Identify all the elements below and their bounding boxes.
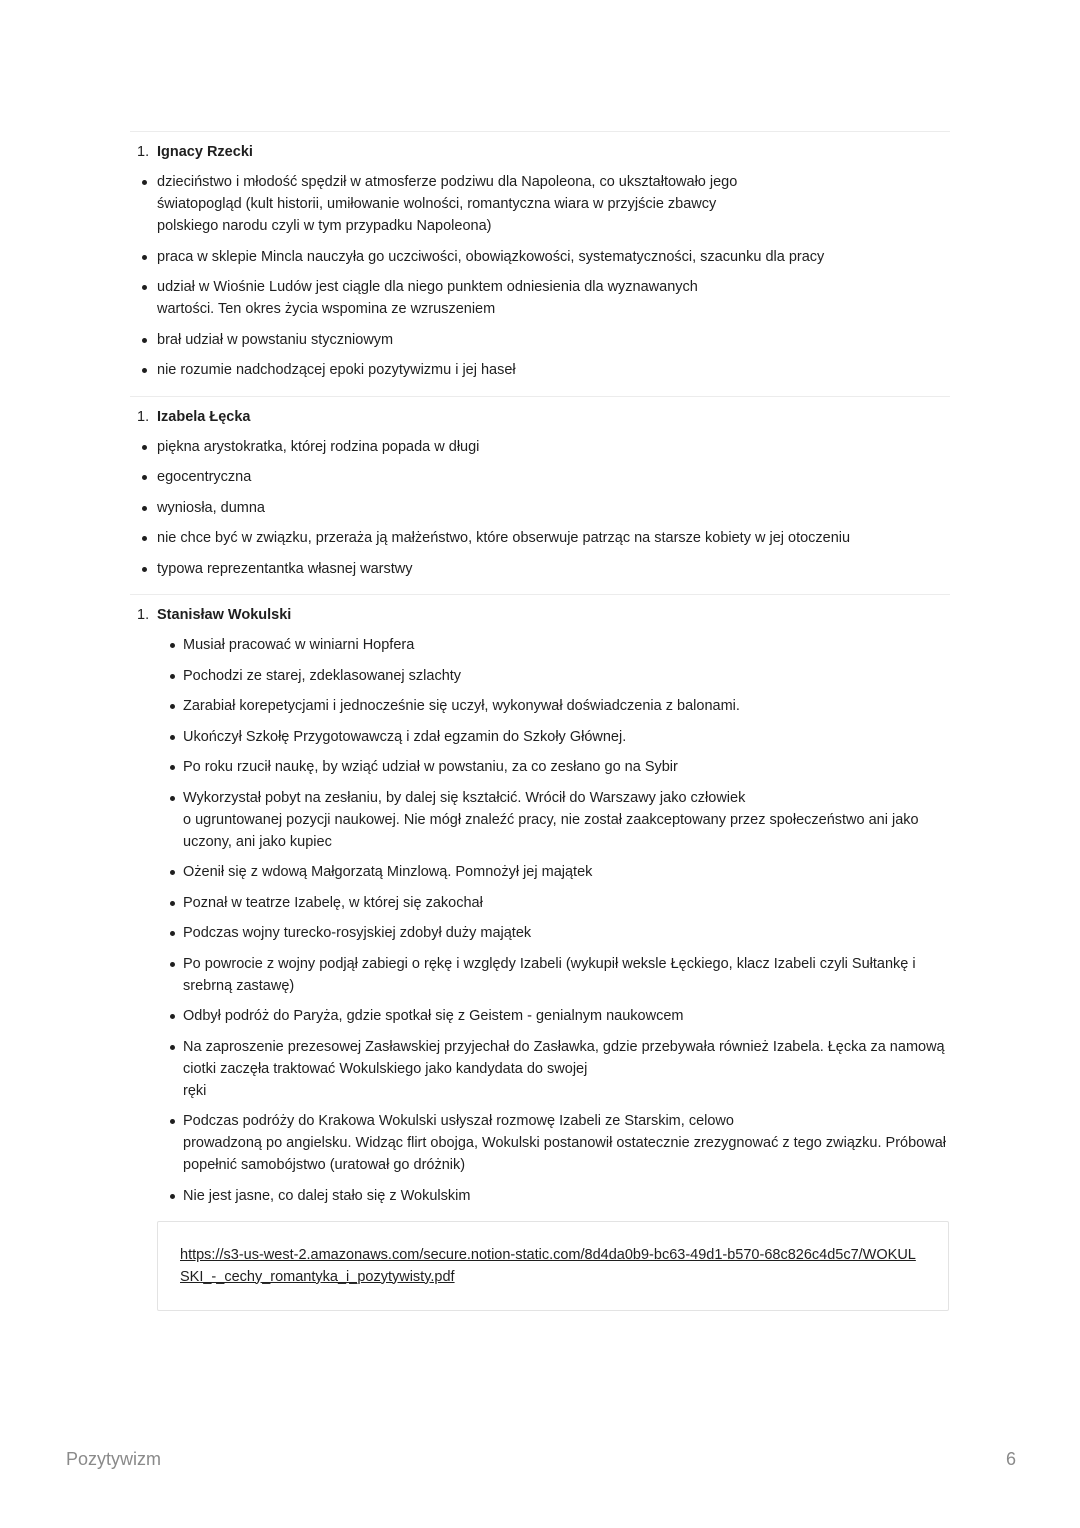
document-content: [130, 131, 950, 1317]
list-item-text: Po powrocie z wojny podjął zabiegi o rękę i względy Izabeli (wykupił weksle Łęckiego, klacz Izabeli czyli Sułtankę i: [183, 955, 916, 972]
list-item: [130, 171, 950, 237]
list-item: [130, 1185, 950, 1207]
list-item-text: Wykorzystał pobyt na zesłaniu, by dalej się kształcić. Wrócił do Warszawy jako człowiek: [183, 789, 746, 806]
list-item: [130, 497, 950, 519]
bullet-list: [130, 634, 950, 1207]
list-item-text: nie rozumie nadchodzącej epoki pozytywizmu i jej haseł: [157, 362, 516, 378]
list-item: [130, 276, 950, 320]
list-item-text: światopogląd (kult historii, umiłowanie wolności, romantyczna wiara w przyjście zbawcy: [157, 196, 717, 212]
heading-text: Izabela Łęcka: [157, 408, 251, 425]
list-item-text: Podczas podróży do Krakowa Wokulski usłyszał rozmowę Izabeli ze Starskim, celowo: [183, 1113, 734, 1129]
list-item-text: Na zaproszenie prezesowej Zasławskiej przyjechał do Zasławka, gdzie przebywała również Izabela. Łęcka za namową: [183, 1038, 945, 1055]
list-item: [130, 436, 950, 458]
footer-title: Pozytywizm: [66, 1449, 162, 1469]
list-item: [130, 922, 950, 944]
list-item-text: udział w Wiośnie Ludów jest ciągle dla niego punktem odniesienia dla wyznawanych: [157, 279, 698, 295]
list-item: [130, 1005, 950, 1027]
list-item-text: ręki: [183, 1082, 207, 1099]
list-item-text: Musiał pracować w winiarni Hopfera: [183, 637, 415, 653]
list-item-text: popełnić samobójstwo (uratował go dróżnik): [183, 1157, 466, 1173]
heading-text: Ignacy Rzecki: [157, 144, 253, 160]
list-item-text: srebrną zastawę): [183, 977, 295, 994]
page-number: 6: [1005, 1449, 1016, 1469]
list-item: [130, 246, 950, 268]
list-item: [130, 695, 950, 717]
list-item: [130, 1036, 950, 1102]
list-item-text: praca w sklepie Mincla nauczyła go uczciwości, obowiązkowości, systematyczności, szacunku dla pracy: [157, 248, 825, 265]
character-section: [130, 131, 950, 396]
list-item-text: typowa reprezentantka własnej warstwy: [157, 560, 413, 577]
list-item-text: o ugruntowanej pozycji naukowej. Nie mógł znaleźć pracy, nie został zaakceptowany przez społeczeństwo ani jako: [183, 811, 919, 828]
heading-text: Stanisław Wokulski: [157, 607, 292, 623]
list-item-text: nie chce być w związku, przeraża ją małżeństwo, które obserwuje patrząc na starsze kobiety w jej otoczeniu: [157, 530, 851, 546]
file-link-block: [157, 1221, 949, 1311]
list-number: 1.: [137, 144, 150, 160]
list-item-text: brał udział w powstaniu styczniowym: [157, 331, 394, 348]
list-item-text: wartości. Ten okres życia wspomina ze wzruszeniem: [157, 301, 496, 317]
list-item: [130, 861, 950, 883]
list-item-text: Pochodzi ze starej, zdeklasowanej szlachty: [183, 667, 462, 684]
pdf-link[interactable]: SKI_-_cechy_romantyka_i_pozytywisty.pdf: [180, 1268, 455, 1285]
list-item-text: Poznał w teatrze Izabelę, w której się zakochał: [183, 894, 483, 911]
list-item-text: piękna arystokratka, której rodzina popada w długi: [157, 438, 480, 455]
bullet-list: [130, 171, 950, 381]
list-number: 1.: [137, 408, 150, 425]
list-item-text: Nie jest jasne, co dalej stało się z Wokulskim: [183, 1187, 471, 1204]
section-heading: [130, 141, 950, 163]
list-item-text: ciotki zaczęła traktować Wokulskiego jako kandydata do swojej: [183, 1060, 588, 1077]
list-item: [130, 466, 950, 488]
list-item-text: Ukończył Szkołę Przygotowawczą i zdał egzamin do Szkoły Głównej.: [183, 728, 627, 745]
list-item: [130, 329, 950, 351]
bullet-list: [130, 436, 950, 580]
list-number: 1.: [137, 607, 150, 623]
list-item-text: Ożenił się z wdową Małgorzatą Minzlową. Pomnożył jej majątek: [183, 864, 593, 880]
list-item-text: Zarabiał korepetycjami i jednocześnie się uczył, wykonywał doświadczenia z balonami.: [183, 698, 740, 714]
list-item-text: dzieciństwo i młodość spędził w atmosferze podziwu dla Napoleona, co ukształtowało jego: [157, 174, 738, 190]
pdf-link[interactable]: https://s3-us-west-2.amazonaws.com/secure.notion-static.com/8d4da0b9-bc63-49d1-b570-68c826c4d5c7/WOKUL: [180, 1246, 916, 1263]
list-item-text: egocentryczna: [157, 469, 252, 485]
list-item: [130, 1110, 950, 1176]
list-item-text: Po roku rzucił naukę, by wziąć udział w powstaniu, za co zesłano go na Sybir: [183, 759, 678, 775]
character-section: [130, 396, 950, 595]
list-item: [130, 756, 950, 778]
list-item: [130, 892, 950, 914]
list-item-text: wyniosła, dumna: [157, 499, 265, 516]
list-item-text: uczony, ani jako kupiec: [183, 833, 332, 850]
character-section: [130, 594, 950, 1317]
list-item: [130, 787, 950, 853]
section-heading: [130, 406, 950, 428]
list-item: [130, 953, 950, 997]
list-item: [130, 726, 950, 748]
list-item: [130, 665, 950, 687]
list-item: [130, 558, 950, 580]
list-item: [130, 527, 950, 549]
list-item-text: prowadzoną po angielsku. Widząc flirt obojga, Wokulski postanowił ostatecznie zrezygnować z tego związku. Próbował: [183, 1135, 946, 1151]
list-item: [130, 634, 950, 656]
list-item-text: Odbył podróż do Paryża, gdzie spotkał się z Geistem - genialnym naukowcem: [183, 1008, 684, 1024]
list-item: [130, 359, 950, 381]
list-item-text: polskiego narodu czyli w tym przypadku Napoleona): [157, 218, 492, 234]
section-heading: [130, 604, 950, 626]
list-item-text: Podczas wojny turecko-rosyjskiej zdobył duży majątek: [183, 925, 532, 941]
